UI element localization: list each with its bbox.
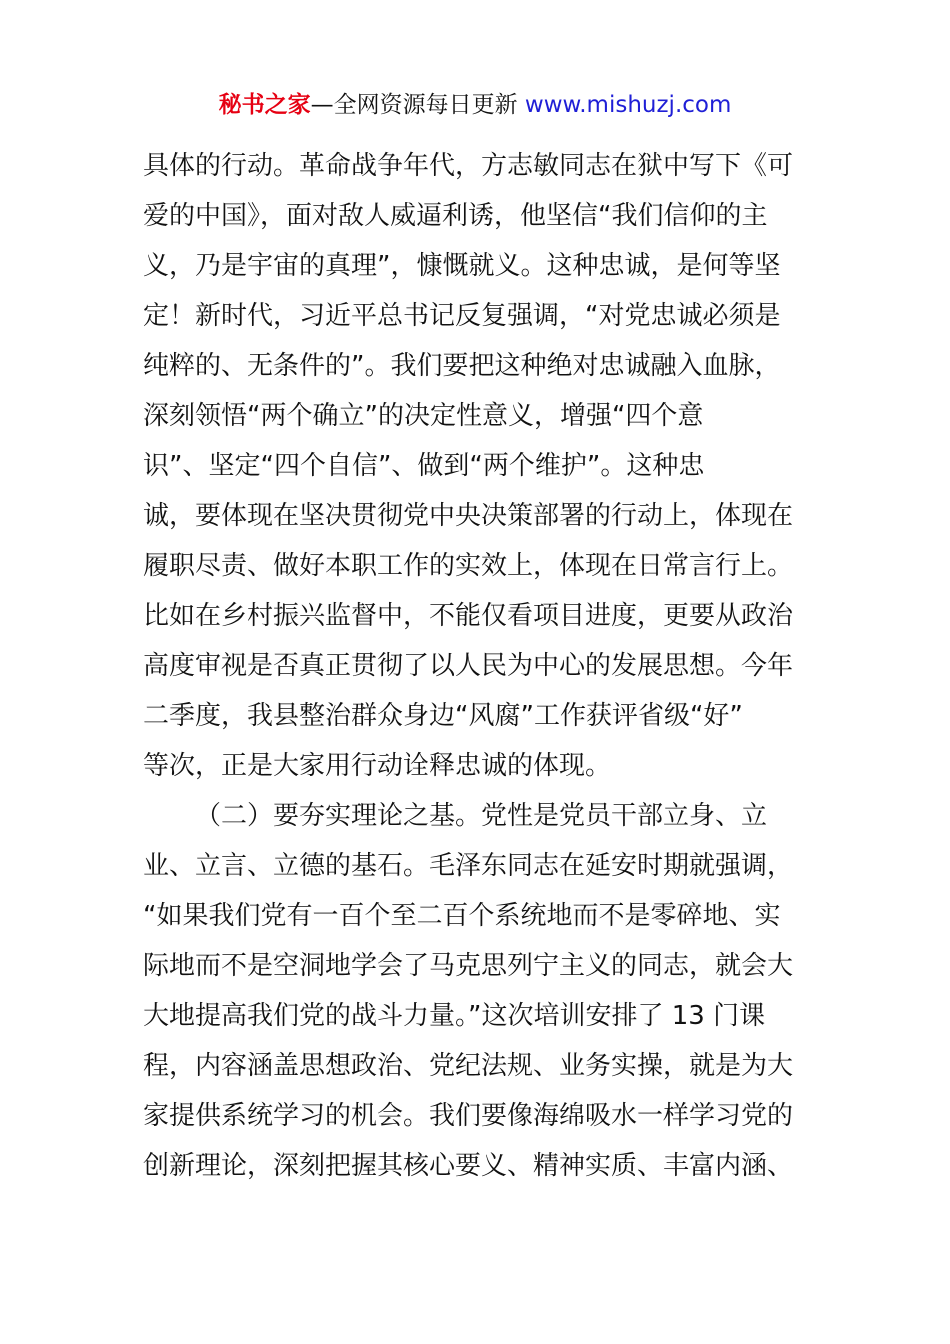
text-line: 高度审视是否真正贯彻了以人民为中心的发展思想。今年	[143, 651, 794, 681]
text-line: 等次，正是大家用行动诠释忠诚的体现。	[143, 751, 612, 781]
text-line: 具体的行动。革命战争年代，方志敏同志在狱中写下《可	[143, 151, 794, 181]
site-url-link[interactable]: www.mishuzj.com	[524, 92, 732, 118]
brand-name: 秘书之家	[218, 92, 311, 118]
page-header	[0, 88, 950, 122]
text-line: 二季度，我县整治群众身边“风腐”工作获评省级“好”	[143, 701, 743, 731]
text-line: 爱的中国》，面对敌人威逼利诱，他坚信“我们信仰的主	[143, 201, 768, 231]
text-line: 程，内容涵盖思想政治、党纪法规、业务实操，就是为大	[143, 1051, 794, 1081]
text-line: 比如在乡村振兴监督中，不能仅看项目进度，更要从政治	[143, 601, 794, 631]
header-tagline: —全网资源每日更新	[310, 92, 525, 118]
text-line: 业、立言、立德的基石。毛泽东同志在延安时期就强调，	[143, 851, 794, 881]
text-line: 家提供系统学习的机会。我们要像海绵吸水一样学习党的	[143, 1101, 794, 1131]
text-line: 定！新时代，习近平总书记反复强调，“对党忠诚必须是	[143, 301, 781, 331]
section-heading-line: （二）要夯实理论之基。党性是党员干部立身、立	[195, 801, 768, 831]
text-line: 诚，要体现在坚决贯彻党中央决策部署的行动上，体现在	[143, 501, 794, 531]
text-line: “如果我们党有一百个至二百个系统地而不是零碎地、实	[143, 901, 781, 931]
text-line: 深刻领悟“两个确立”的决定性意义，增强“四个意	[143, 401, 704, 431]
text-line: 纯粹的、无条件的”。我们要把这种绝对忠诚融入血脉，	[143, 351, 781, 381]
text-line: 际地而不是空洞地学会了马克思列宁主义的同志，就会大	[143, 951, 794, 981]
text-line: 大地提高我们党的战斗力量。”这次培训安排了 13 门课	[143, 1001, 766, 1031]
document-body	[143, 141, 809, 1191]
text-line: 义，乃是宇宙的真理”，慷慨就义。这种忠诚，是何等坚	[143, 251, 781, 281]
text-line: 履职尽责、做好本职工作的实效上，体现在日常言行上。	[143, 551, 794, 581]
text-line: 识”、坚定“四个自信”、做到“两个维护”。这种忠	[143, 451, 705, 481]
text-line: 创新理论，深刻把握其核心要义、精神实质、丰富内涵、	[143, 1151, 794, 1181]
